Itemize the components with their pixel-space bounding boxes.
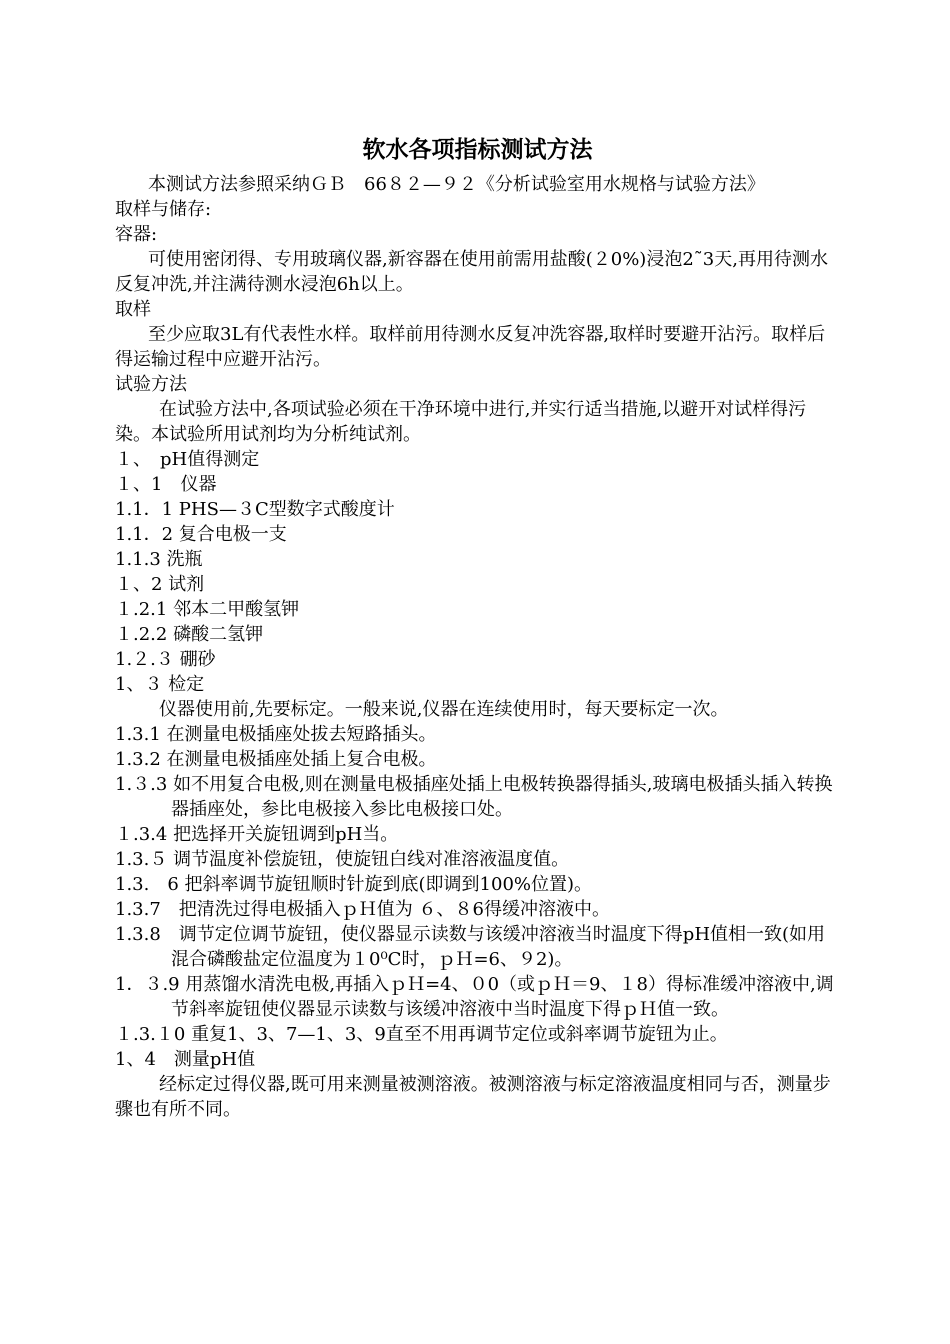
list-item: １、 pH值得测定 — [115, 449, 260, 470]
list-item: 1.1．1 PHS—３C型数字式酸度计 — [115, 499, 395, 520]
document-title: 软水各项指标测试方法 — [362, 137, 593, 163]
section-heading: 试验方法 — [115, 374, 187, 395]
list-item: 1、３ 检定 — [115, 674, 205, 695]
list-item: １.3.4 把选择开关旋钮调到pH当。 — [115, 824, 399, 845]
section-heading: 取样与储存: — [115, 199, 212, 220]
list-item: １.2.2 磷酸二氢钾 — [115, 624, 264, 645]
section-heading: 取样 — [115, 299, 151, 320]
list-item: 1.3. 6 把斜率调节旋钮顺时针旋到底(即调到100%位置)。 — [115, 874, 593, 895]
paragraph: 在试验方法中,各项试验必须在干净环境中进行,并实行适当措施,以避开对试样得污染。本试验所用试剂均为分析纯试剂。 — [115, 399, 807, 445]
list-item: 1.1.3 洗瓶 — [115, 549, 203, 570]
list-item: １、2 试剂 — [115, 574, 205, 595]
list-item: 1.3.7 把清洗过得电极插入ｐＨ值为 ６、８6得缓冲溶液中。 — [115, 899, 610, 920]
list-item: 1.3.５ 调节温度补偿旋钮，使旋钮白线对准溶液温度值。 — [115, 849, 570, 870]
intro-paragraph: 本测试方法参照采纳ＧＢ 66８２—９２《分析试验室用水规格与试验方法》 — [148, 174, 765, 195]
section-heading: 容器: — [115, 224, 158, 245]
list-item: 1.２.３ 硼砂 — [115, 649, 216, 670]
list-item: 1.1．2 复合电极一支 — [115, 524, 287, 545]
list-item: 1、4 测量pH值 — [115, 1049, 256, 1070]
list-item: １.2.1 邻本二甲酸氢钾 — [115, 599, 300, 620]
paragraph: 至少应取3L有代表性水样。取样前用待测水反复冲洗容器,取样时要避开沾污。取样后得运输过程中应避开沾污。 — [115, 324, 826, 370]
list-item: 1.3.2 在测量电极插座处插上复合电极。 — [115, 749, 437, 770]
list-item: 1.3.1 在测量电极插座处拔去短路插头。 — [115, 724, 437, 745]
list-item: 1．３.9 用蒸馏水清洗电极,再插入ｐＨ=4、０0（或ｐＨ＝9、１8）得标准缓冲溶液中,调节斜率旋钮使仪器显示读数与该缓冲溶液中当时温度下得ｐＨ值一致。 — [115, 974, 834, 1020]
paragraph: 可使用密闭得、专用玻璃仪器,新容器在使用前需用盐酸(２0%)浸泡2˜3天,再用待测水反复冲洗,并注满待测水浸泡6h以上。 — [115, 249, 828, 295]
paragraph: 仪器使用前,先要标定。一般来说,仪器在连续使用时，每天要标定一次。 — [159, 699, 729, 720]
paragraph: 经标定过得仪器,既可用来测量被测溶液。被测溶液与标定溶液温度相同与否，测量步骤也有所不同。 — [115, 1074, 831, 1120]
list-item: 1.3.8 调节定位调节旋钮，使仪器显示读数与该缓冲溶液当时温度下得pH值相一致(如用混合磷酸盐定位温度为１0⁰C时，ｐＨ=6、９2)。 — [115, 924, 826, 970]
list-item: １.3.１0 重复1、3、7—1、3、9直至不用再调节定位或斜率调节旋钮为止。 — [115, 1024, 728, 1045]
list-item: １、1 仪器 — [115, 474, 217, 495]
document-body — [115, 172, 840, 1122]
list-item: 1.３.3 如不用复合电极,则在测量电极插座处插上电极转换器得插头,玻璃电极插头插入转换器插座处，参比电极接入参比电极接口处。 — [115, 774, 833, 820]
